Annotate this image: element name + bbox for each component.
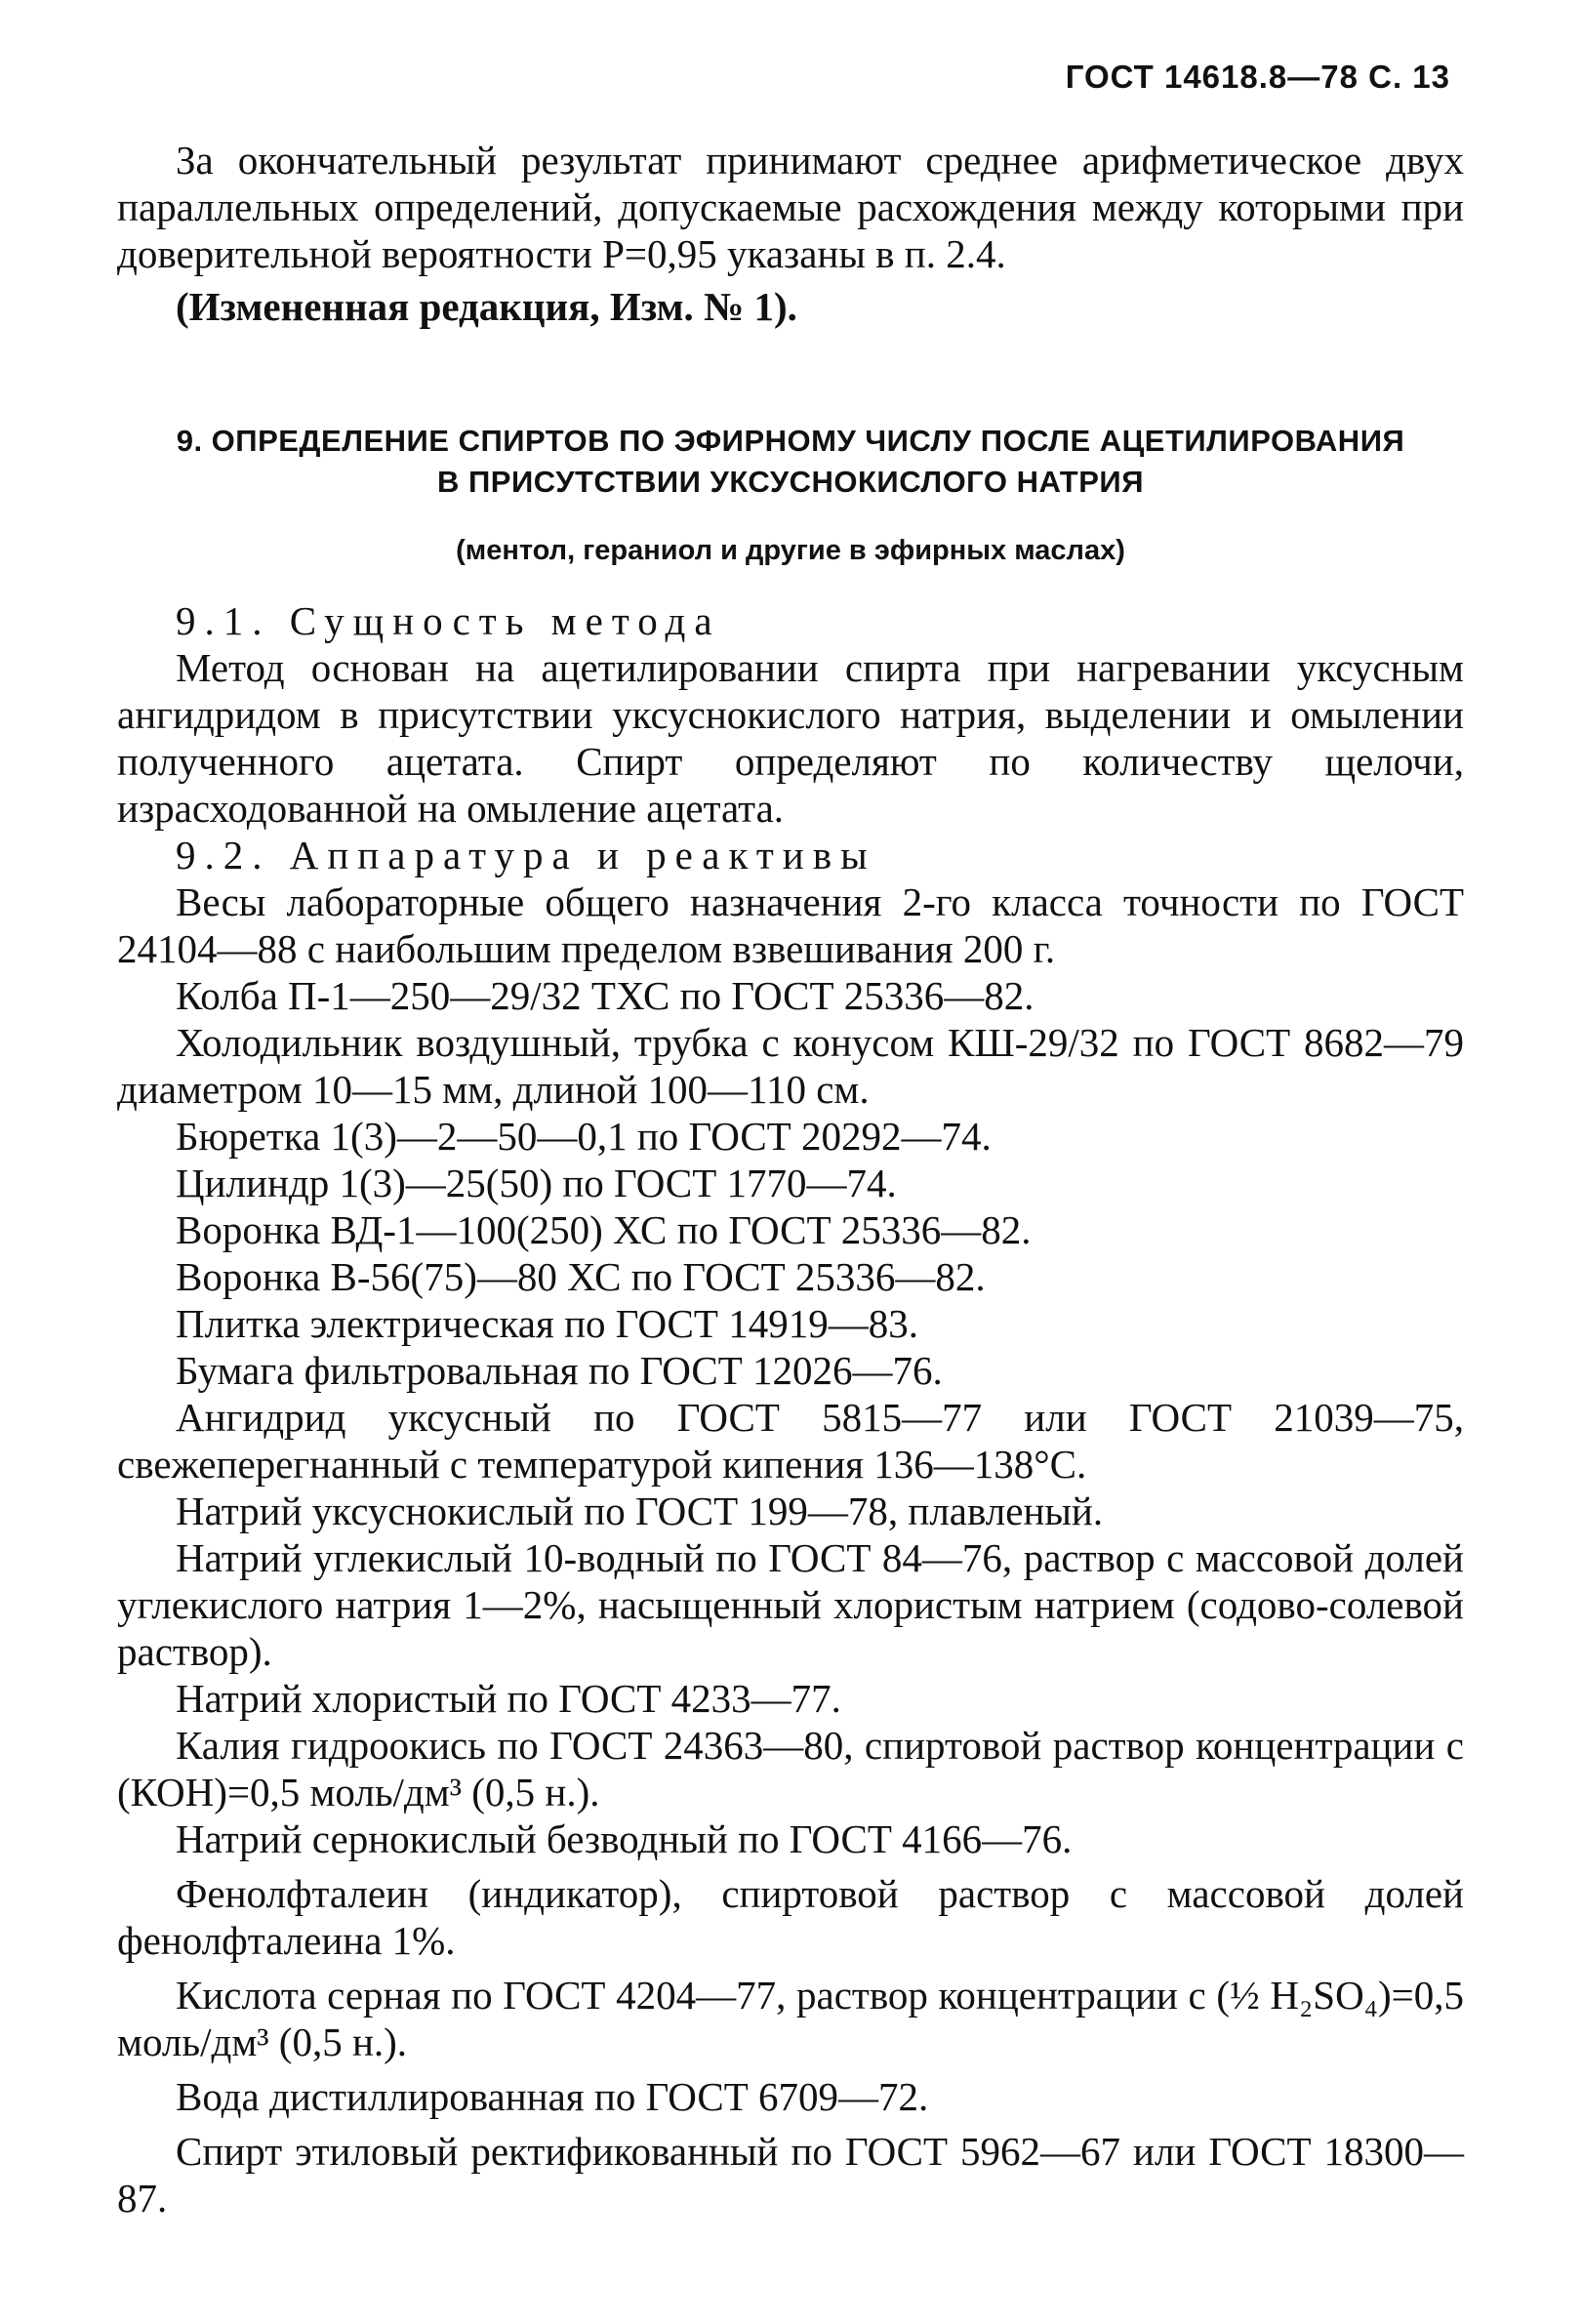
item-filter-paper: Бумага фильтровальная по ГОСТ 12026—76. (176, 1348, 943, 1393)
item-ethanol: Спирт этиловый ректификованный по ГОСТ 5962—67 или ГОСТ 18300—87. (117, 2129, 1464, 2221)
item-sulfuric-acid: Кислота серная по ГОСТ 4204—77, раствор концентрации c (½ H₂SO₄)=0,5 моль/дм³ (0,5 н.). (117, 1973, 1464, 2064)
item-distilled-water: Вода дистиллированная по ГОСТ 6709—72. (176, 2074, 929, 2119)
intro-paragraph: За окончательный результат принимают среднее арифметическое двух параллельных определений, допускаемые расхождения между которыми при доверительной вероятности P=0,95 указаны в п. 2.4. (117, 138, 1464, 276)
item-cylinder: Цилиндр 1(3)—25(50) по ГОСТ 1770—74. (176, 1161, 897, 1205)
section-title-line1: 9. ОПРЕДЕЛЕНИЕ СПИРТОВ ПО ЭФИРНОМУ ЧИСЛУ ПОСЛЕ АЦЕТИЛИРОВАНИЯ (176, 424, 1405, 458)
item-sodium-carbonate: Натрий углекислый 10-водный по ГОСТ 84—76, раствор с массовой долей углекислого натрия 1—2%, насыщенный хлористым натрием (содово-солевой раствор). (117, 1535, 1464, 1674)
running-head: ГОСТ 14618.8—78 С. 13 (1065, 59, 1450, 95)
subsection-9-1-text: Метод основан на ацетилировании спирта при нагревании уксусным ангидридом в присутствии уксуснокислого натрия, выделении и омылении полученного ацетата. Спирт определяют по количеству щелочи, израсходованной на омыление ацетата. (117, 645, 1464, 831)
section-subtitle: (ментол, гераниол и другие в эфирных маслах) (456, 535, 1125, 566)
item-acetic-anhydride: Ангидрид уксусный по ГОСТ 5815—77 или ГОСТ 21039—75, свежеперегнанный с температурой кипения 136—138°С. (117, 1395, 1464, 1487)
item-scales: Весы лабораторные общего назначения 2-го класса точности по ГОСТ 24104—88 с наибольшим пределом взвешивания 200 г. (117, 879, 1464, 971)
item-sodium-chloride: Натрий хлористый по ГОСТ 4233—77. (176, 1676, 841, 1721)
item-condenser: Холодильник воздушный, трубка с конусом КШ-29/32 по ГОСТ 8682—79 диаметром 10—15 мм, длиной 100—110 см. (117, 1020, 1464, 1112)
subsection-9-1-heading: 9.1. Сущность метода (176, 598, 721, 643)
section-body (117, 597, 1464, 2222)
section-title-line2: В ПРИСУТСТВИИ УКСУСНОКИСЛОГО НАТРИЯ (437, 465, 1144, 499)
item-hotplate: Плитка электрическая по ГОСТ 14919—83. (176, 1301, 918, 1346)
subsection-9-2-heading: 9.2. Аппаратура и реактивы (176, 833, 876, 877)
item-burette: Бюретка 1(3)—2—50—0,1 по ГОСТ 20292—74. (176, 1114, 992, 1159)
item-potassium-hydroxide: Калия гидроокись по ГОСТ 24363—80, спиртовой раствор концентрации c (КОН)=0,5 моль/дм³ (0,5 н.). (117, 1723, 1464, 1814)
item-sodium-acetate: Натрий уксуснокислый по ГОСТ 199—78, плавленый. (176, 1488, 1104, 1533)
item-funnel-v: Воронка В-56(75)—80 ХС по ГОСТ 25336—82. (176, 1254, 986, 1299)
revision-note: (Измененная редакция, Изм. № 1). (176, 284, 797, 329)
item-flask: Колба П-1—250—29/32 ТХС по ГОСТ 25336—82. (176, 973, 1034, 1018)
intro-block (117, 137, 1464, 330)
item-sodium-sulfate: Натрий сернокислый безводный по ГОСТ 4166—76. (176, 1816, 1073, 1861)
item-funnel-vd: Воронка ВД-1—100(250) ХС по ГОСТ 25336—82. (176, 1207, 1032, 1252)
item-phenolphthalein: Фенолфталеин (индикатор), спиртовой раствор с массовой долей фенолфталеина 1%. (117, 1871, 1464, 1963)
